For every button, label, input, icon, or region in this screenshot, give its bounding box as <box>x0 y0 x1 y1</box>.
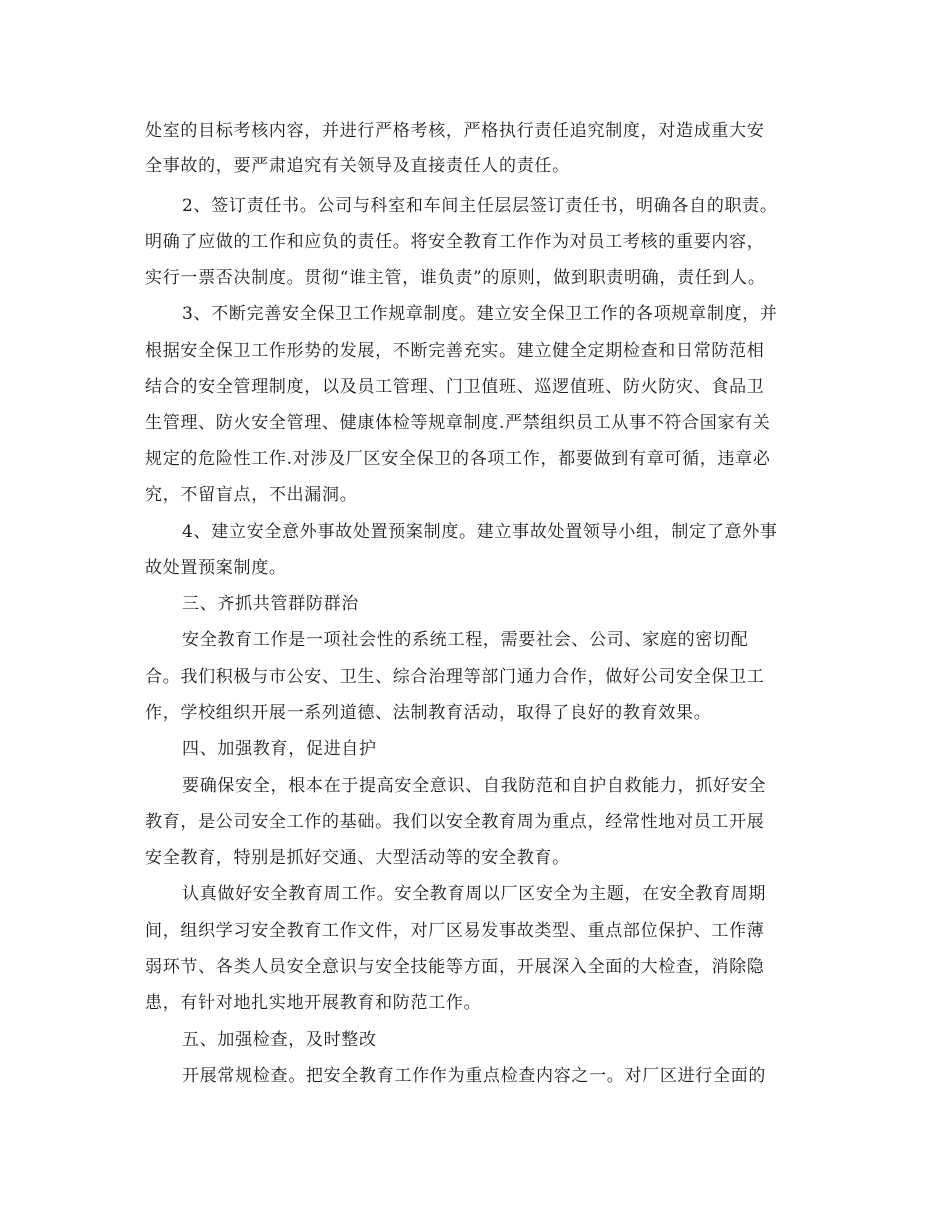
text-line: 开展常规检查。把安全教育工作作为重点检查内容之一。对厂区进行全面的 <box>182 1066 767 1086</box>
text-line: 根据安全保卫工作形势的发展，不断完善充实。建立健全定期检查和日常防范相 <box>145 341 765 361</box>
text-line: 弱环节、各类人员安全意识与安全技能等方面，开展深入全面的大检查，消除隐 <box>145 957 765 977</box>
text-line: 生管理、防火安全管理、健康体检等规章制度.严禁组织员工从事不符合国家有关 <box>145 413 771 433</box>
text-line: 要确保安全，根本在于提高安全意识、自我防范和自护自救能力，抓好安全 <box>182 776 767 796</box>
section-heading: 三、齐抓共管群防群治 <box>182 594 359 614</box>
text-line: 4、建立安全意外事故处置预案制度。建立事故处置领导小组，制定了意外事 <box>182 522 778 542</box>
text-line: 全事故的，要严肃追究有关领导及直接责任人的责任。 <box>145 156 570 176</box>
text-line: 故处置预案制度。 <box>145 558 287 578</box>
text-line: 明确了应做的工作和应负的责任。将安全教育工作作为对员工考核的重要内容， <box>145 232 765 252</box>
text-line: 3、不断完善安全保卫工作规章制度。建立安全保卫工作的各项规章制度，并 <box>182 304 778 324</box>
text-line: 患，有针对地扎实地开展教育和防范工作。 <box>145 993 482 1013</box>
text-line: 安全教育工作是一项社会性的系统工程，需要社会、公司、家庭的密切配 <box>182 630 749 650</box>
text-line: 认真做好安全教育周工作。安全教育周以厂区安全为主题，在安全教育周期 <box>182 884 767 904</box>
text-line: 规定的危险性工作.对涉及厂区安全保卫的各项工作，都要做到有章可循，违章必 <box>145 449 771 469</box>
text-line: 结合的安全管理制度，以及员工管理、门卫值班、巡逻值班、防火防灾、食品卫 <box>145 377 765 397</box>
section-heading: 五、加强检查，及时整改 <box>182 1030 377 1050</box>
text-line: 教育，是公司安全工作的基础。我们以安全教育周为重点，经常性地对员工开展 <box>145 812 765 832</box>
text-line: 间，组织学习安全教育工作文件，对厂区易发事故类型、重点部位保护、工作薄 <box>145 921 765 941</box>
text-line: 安全教育，特别是抓好交通、大型活动等的安全教育。 <box>145 848 570 868</box>
text-line: 2、签订责任书。公司与科室和车间主任层层签订责任书，明确各自的职责。 <box>182 196 778 216</box>
section-heading: 四、加强教育，促进自护 <box>182 739 377 759</box>
text-line: 合。我们积极与市公安、卫生、综合治理等部门通力合作，做好公司安全保卫工 <box>145 667 765 687</box>
text-line: 作，学校组织开展一系列道德、法制教育活动，取得了良好的教育效果。 <box>145 703 712 723</box>
text-line: 实行一票否决制度。贯彻“谁主管，谁负责”的原则，做到职责明确，责任到人。 <box>145 268 766 288</box>
text-line: 究，不留盲点，不出漏洞。 <box>145 485 358 505</box>
text-line: 处室的目标考核内容，并进行严格考核，严格执行责任追究制度，对造成重大安 <box>145 121 765 141</box>
